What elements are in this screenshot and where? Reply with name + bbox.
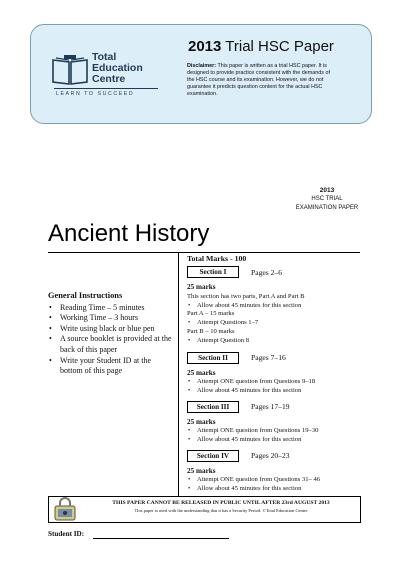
section-1-part-b: Part B – 10 marks: [187, 328, 235, 335]
section-4-bullet: • Attempt ONE question from Questions 31– 46: [187, 476, 359, 485]
section-2-bullet: • Attempt ONE question from Questions 9–18: [187, 378, 359, 387]
security-notice-main: THIS PAPER CANNOT BE RELEASED IN PUBLIC UNTIL AFTER 23rd AUGUST 2013: [112, 500, 330, 506]
section-2-label: Section II: [187, 352, 239, 364]
section-1-intro: This section has two parts, Part A and Part B: [187, 292, 305, 300]
security-notice-sub: This paper is used with the understanding that it has a Security Period. ©Total Education Centre: [134, 508, 308, 513]
instructions-list: [48, 303, 172, 377]
logo-rule: [54, 88, 158, 89]
section-4-marks: 25 marks: [187, 466, 216, 475]
section-3-marks: 25 marks: [187, 417, 216, 426]
section-1-bullet: • Allow about 45 minutes for this section: [187, 302, 359, 311]
general-instructions-title: General Instructions: [48, 291, 123, 300]
instruction-item: • Write your Student ID at the bottom of this page: [48, 356, 172, 377]
section-3-bullet: • Allow about 45 minutes for this section: [187, 436, 359, 445]
disclaimer-label: Disclaimer:: [187, 63, 217, 69]
section-1-label: Section I: [187, 266, 239, 278]
section-4-pages: Pages 20–23: [251, 450, 290, 460]
student-id-field[interactable]: [93, 538, 229, 539]
logo-name-line1: Total: [92, 51, 117, 63]
exam-info-line1: HSC TRIAL: [311, 196, 343, 202]
disclaimer-text: This paper is written as a trial HSC paper. It is designed to provide practice consistent with the demands of the HSC course and its examination. However, we do not guarantee it predicts question content for the actual HSC examination.: [187, 63, 330, 97]
section-1-marks: 25 marks: [187, 283, 216, 292]
section-1-header: [187, 266, 359, 278]
disclaimer: [187, 63, 335, 98]
section-2-bullet: • Allow about 45 minutes for this section: [187, 387, 359, 396]
instruction-item: • Working Time – 3 hours: [48, 313, 172, 324]
section-2-marks: 25 marks: [187, 368, 216, 377]
instruction-item: • Reading Time – 5 minutes: [48, 303, 172, 314]
section-3-bullet: • Attempt ONE question from Questions 19–30: [187, 427, 359, 436]
sections-column: [187, 252, 359, 494]
logo-tagline: LEARN TO SUCCEED: [56, 91, 135, 97]
paper-title: [188, 38, 334, 55]
section-2-header: [187, 352, 359, 364]
section-1-part-a: Part A – 15 marks: [187, 310, 235, 318]
section-3-pages: Pages 17–19: [251, 401, 290, 411]
instruction-item: • A source booklet is provided at the back of this paper: [48, 334, 172, 355]
section-4-bullet: • Allow about 45 minutes for this section: [187, 485, 359, 494]
section-4-label: Section IV: [187, 450, 239, 462]
paper-title-text: Trial HSC Paper: [225, 38, 334, 55]
section-1-part-b-bullet: • Attempt Question 8: [187, 337, 359, 346]
logo-wordmark: [92, 52, 143, 85]
exam-year: 2013: [319, 187, 335, 194]
section-4-header: [187, 450, 359, 462]
logo-name-line3: Centre: [92, 73, 126, 85]
exam-info: [292, 186, 362, 213]
paper-year: 2013: [188, 38, 222, 55]
section-2-pages: Pages 7–16: [251, 352, 286, 362]
padlock-icon: [52, 497, 78, 521]
section-1-pages: Pages 2–6: [251, 267, 283, 277]
subject-title: Ancient History: [48, 220, 210, 247]
book-logo-icon: [50, 52, 90, 86]
section-3-header: [187, 401, 359, 413]
total-marks: Total Marks - 100: [187, 254, 247, 263]
instruction-item: • Write using black or blue pen: [48, 324, 172, 335]
total-education-centre-logo: [50, 52, 160, 102]
column-divider: [178, 252, 179, 496]
general-instructions: [48, 291, 172, 377]
exam-info-line2: EXAMINATION PAPER: [295, 205, 359, 211]
logo-name-line2: Education: [92, 62, 143, 74]
student-id-label: Student ID:: [48, 530, 85, 538]
section-3-label: Section III: [187, 401, 239, 413]
section-1-part-a-bullet: • Attempt Questions 1–7: [187, 319, 359, 328]
